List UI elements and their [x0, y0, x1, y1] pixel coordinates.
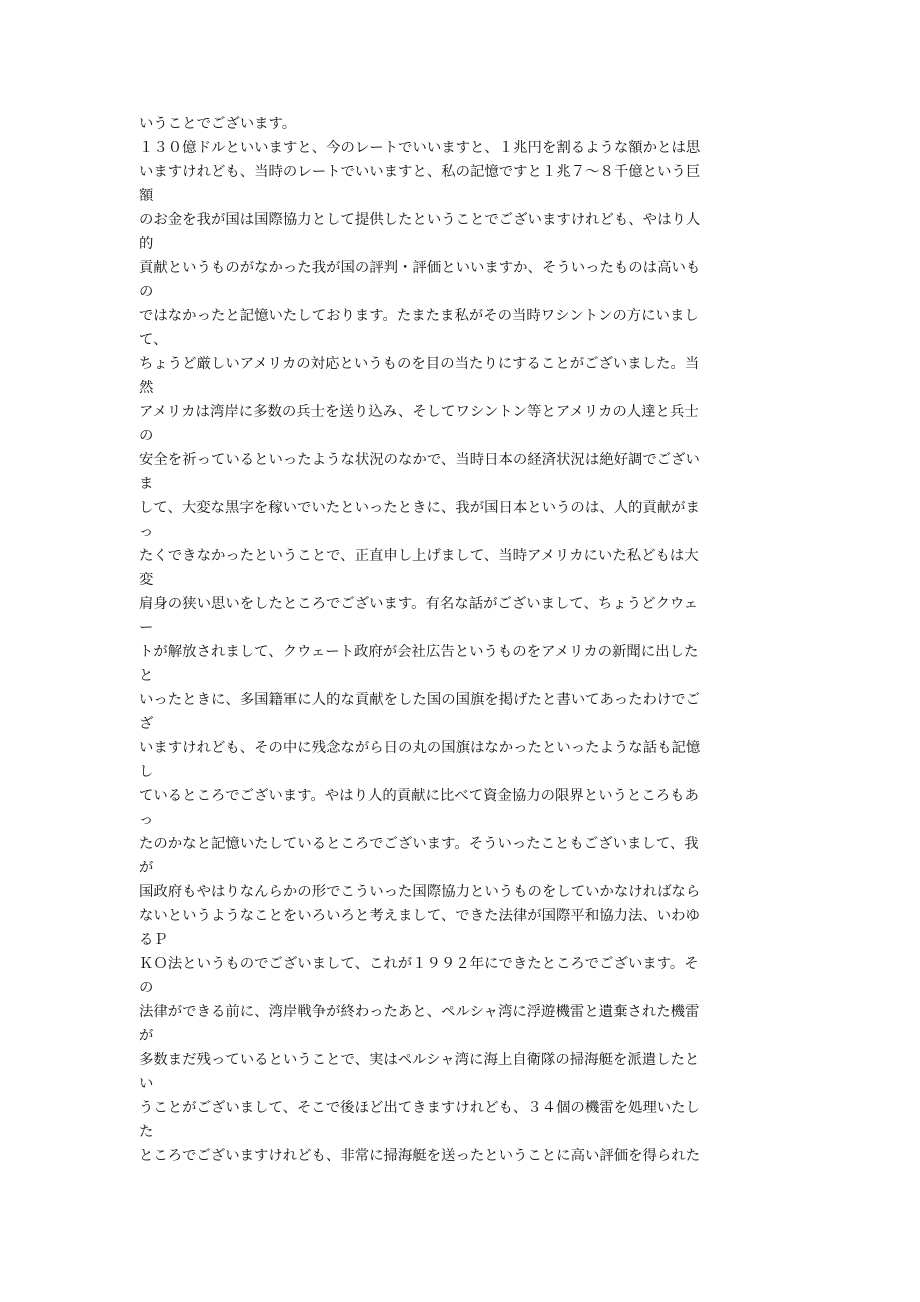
text-line: 国政府もやはりなんらかの形でこういった国際協力というものをしていかなければなら [139, 884, 701, 900]
text-line: ているところでございます。やはり人的貢献に比べて資金協力の限界というところもあ [139, 788, 699, 804]
text-line: っ [139, 812, 154, 828]
text-line: いったときに、多国籍軍に人的な貢献をした国の国旗を掲げたと書いてあったわけでご [139, 692, 701, 708]
text-line: 多数まだ残っているということで、実はペルシャ湾に海上自衛隊の掃海艇を派遣したと [139, 1052, 700, 1068]
text-line: いますけれども、当時のレートでいいますと、私の記憶ですと１兆７～８千億という巨 [139, 164, 701, 180]
text-line: の [139, 980, 154, 996]
text-line: ないというようなことをいろいろと考えまして、できた法律が国際平和協力法、いわゆ [139, 908, 700, 924]
text-line: いますけれども、その中に残念ながら日の丸の国旗はなかったといったような話も記憶 [139, 740, 701, 756]
text-line: たくできなかったということで、正直申し上げまして、当時アメリカにいた私どもは大 [139, 548, 699, 564]
text-line: ちょうど厳しいアメリカの対応というものを目の当たりにすることがございました。当 [139, 356, 700, 372]
text-line: と [139, 668, 154, 684]
text-line: ざ [139, 716, 154, 732]
text-line: 額 [139, 188, 154, 204]
text-line: １３０億ドルといいますと、今のレートでいいますと、１兆円を割るような額かとは思 [139, 140, 701, 156]
text-line: っ [139, 524, 154, 540]
text-line: ＫＯ法というものでございまして、これが１９９２年にできたところでございます。そ [139, 956, 699, 972]
text-line: 肩身の狭い思いをしたところでございます。有名な話がございまして、ちょうどクウェ [139, 596, 699, 612]
text-line: いうことでございます。 [139, 116, 297, 132]
text-line: うことがございまして、そこで後ほど出てきますけれども、３４個の機雷を処理いたし [139, 1100, 700, 1116]
text-line: ではなかったと記憶いたしております。たまたま私がその当時ワシントンの方にいまし [139, 308, 699, 324]
text-line: し [139, 764, 154, 780]
text-line: 然 [139, 380, 154, 396]
text-line: が [139, 860, 154, 876]
text-line: て、 [139, 332, 168, 348]
text-line: 安全を祈っているといったような状況のなかで、当時日本の経済状況は絶好調でござい [139, 452, 700, 468]
text-line: 変 [139, 572, 154, 588]
text-line: るＰ [139, 932, 168, 948]
text-line: たのかなと記憶いたしているところでございます。そういったこともございまして、我 [139, 836, 699, 852]
text-line: の [139, 428, 154, 444]
text-line: 貢献というものがなかった我が国の評判・評価といいますか、そういったものは高いも [139, 260, 701, 276]
text-line: 法律ができる前に、湾岸戦争が終わったあと、ペルシャ湾に浮遊機雷と遺棄された機雷 [139, 1004, 700, 1020]
text-line: 的 [139, 236, 154, 252]
text-line: トが解放されまして、クウェート政府が会社広告というものをアメリカの新聞に出した [139, 644, 699, 660]
text-line: のお金を我が国は国際協力として提供したということでございますけれども、やはり人 [139, 212, 701, 228]
body-text [139, 112, 779, 1168]
text-line: ところでございますけれども、非常に掃海艇を送ったということに高い評価を得られた [139, 1148, 701, 1164]
text-line: ー [139, 620, 154, 636]
text-line: の [139, 284, 154, 300]
text-line: い [139, 1076, 154, 1092]
text-line: が [139, 1028, 154, 1044]
text-line: アメリカは湾岸に多数の兵士を送り込み、そしてワシントン等とアメリカの人達と兵士 [139, 404, 699, 420]
text-line: して、大変な黒字を稼いでいたといったときに、我が国日本というのは、人的貢献がま [139, 500, 700, 516]
text-line: た [139, 1124, 154, 1140]
text-line: ま [139, 476, 154, 492]
